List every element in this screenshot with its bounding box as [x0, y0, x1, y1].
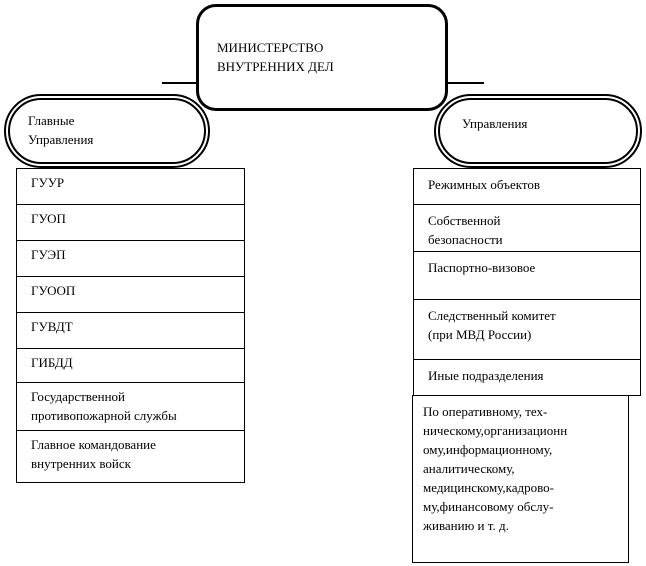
left-list-item	[16, 382, 245, 431]
departments-header	[434, 94, 642, 168]
left-list-item-label: ГУООП	[31, 283, 76, 298]
right-list-item	[413, 251, 641, 300]
left-list-item	[16, 240, 245, 277]
left-list-item	[16, 204, 245, 241]
left-list-item	[16, 348, 245, 383]
right-list-item	[413, 299, 641, 360]
ministry-title: МИНИСТЕРСТВО ВНУТРЕННИХ ДЕЛ	[217, 40, 334, 74]
departments-label: Управления	[462, 116, 528, 131]
right-list-item-label: Собственной безопасности	[428, 213, 503, 247]
left-list-item-label: ГИБДД	[31, 355, 73, 370]
right-list-item	[413, 204, 641, 252]
left-list-item	[16, 276, 245, 313]
right-list-item	[413, 359, 641, 396]
left-list-item	[16, 168, 245, 205]
left-connector-line	[162, 82, 198, 84]
left-list-item-label: Главное командование внутренних войск	[31, 437, 156, 471]
right-list-item-label: Режимных объектов	[428, 177, 541, 192]
left-list-item-label: ГУОП	[31, 211, 66, 226]
ministry-box	[196, 4, 448, 111]
left-list-item-label: ГУУР	[31, 175, 65, 190]
left-list-item	[16, 312, 245, 349]
left-list-item	[16, 430, 245, 483]
right-connector-line	[446, 82, 484, 84]
left-list-item-label: ГУЭП	[31, 247, 66, 262]
services-note-box	[412, 395, 629, 563]
right-list-item-label: Паспортно-визовое	[428, 260, 536, 275]
right-list-item-label: Следственный комитет (при МВД России)	[428, 308, 556, 342]
services-note-text: По оперативному, тех- ническому,организационн ому,информационному, аналитическому, медицинскому,кадрово- му,финансовому обслу- живанию и т. д.	[423, 404, 568, 533]
left-list-item-label: ГУВДТ	[31, 319, 73, 334]
right-list-item-label: Иные подразделения	[428, 368, 544, 383]
right-list-item	[413, 168, 641, 205]
left-list-item-label: Государственной противопожарной службы	[31, 389, 177, 423]
main-departments-header	[4, 94, 210, 168]
main-departments-label: Главные Управления	[28, 113, 94, 147]
